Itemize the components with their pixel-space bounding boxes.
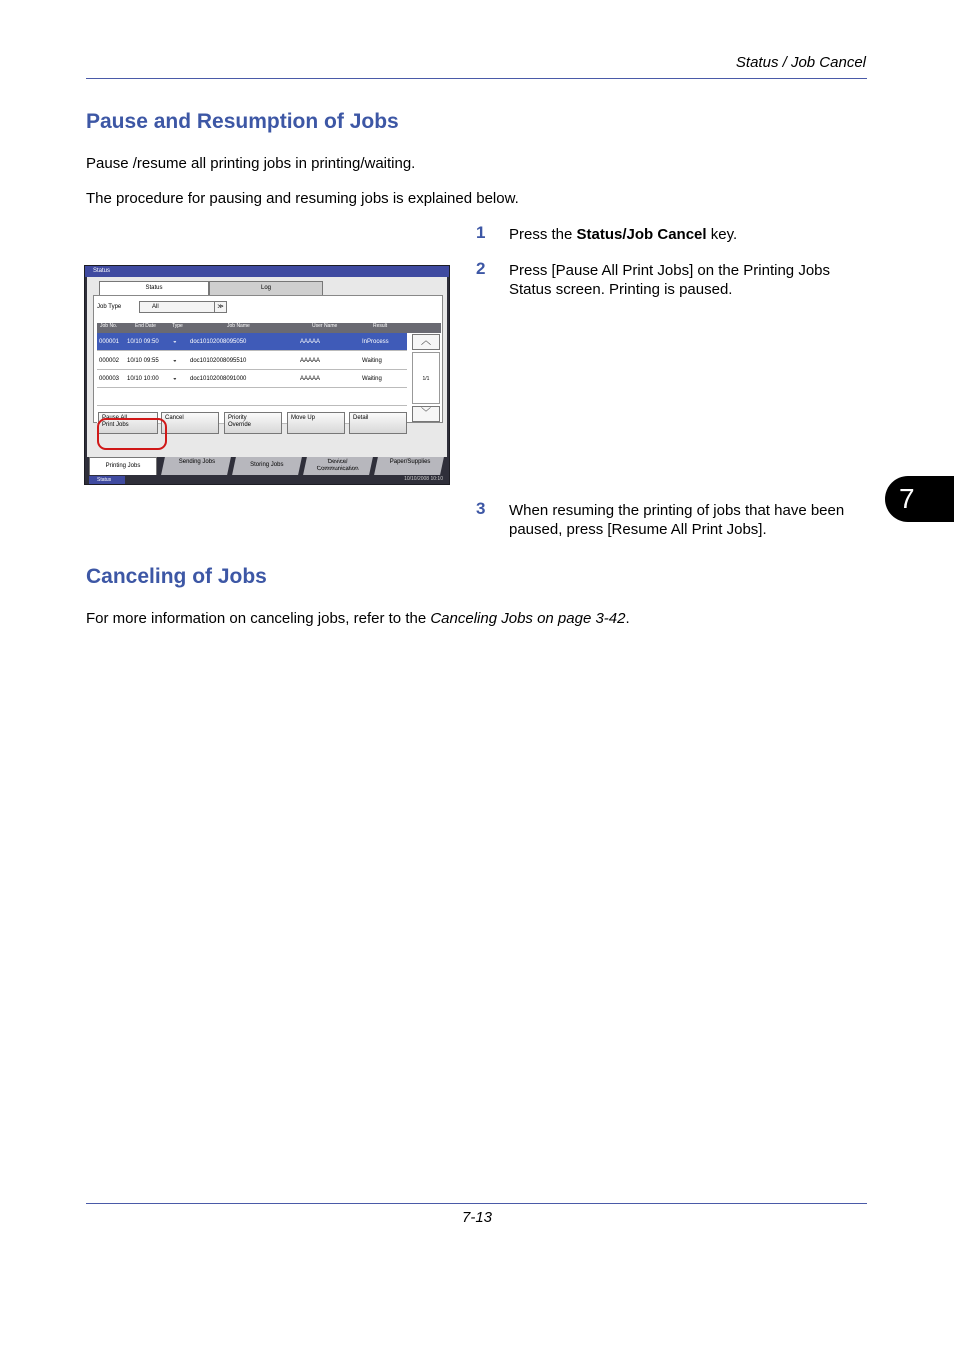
tab-storing-jobs[interactable]: Storing Jobs xyxy=(232,457,302,475)
canceling-text-post: . xyxy=(625,610,630,627)
table-header xyxy=(97,323,441,333)
priority-label-2: Override xyxy=(228,422,252,428)
step-1-number: 1 xyxy=(476,223,486,242)
step-1-text xyxy=(509,225,869,244)
screen-status-bar xyxy=(87,475,447,485)
col-job-no: Job No. xyxy=(100,323,118,329)
step-1-pre: Press the xyxy=(509,226,577,243)
row-end-date: 10/10 09:50 xyxy=(127,339,159,345)
step-2-text: Press [Pause All Print Jobs] on the Printing Jobs Status screen. Printing is paused. xyxy=(509,262,830,298)
row-end-date: 10/10 09:55 xyxy=(127,358,159,364)
scroll-down-button[interactable] xyxy=(412,406,440,422)
cancel-button[interactable]: Cancel xyxy=(161,412,219,434)
highlight-circle xyxy=(97,418,167,450)
chapter-tab: 7 xyxy=(885,476,954,522)
table-row-empty xyxy=(97,388,407,406)
status-chip[interactable]: Status xyxy=(89,476,125,484)
print-job-icon: ◒ xyxy=(173,376,177,382)
job-type-value: All xyxy=(152,304,159,310)
tab-printing-jobs[interactable]: Printing Jobs xyxy=(89,457,157,475)
intro-paragraph-1: Pause /resume all printing jobs in printing/waiting. xyxy=(86,155,416,172)
pause-all-label-2: Print Jobs xyxy=(102,422,129,428)
chevron-down-icon: ≫ xyxy=(214,302,226,312)
tab-paper-supplies[interactable]: Paper/Supplies xyxy=(374,457,444,475)
table-row[interactable] xyxy=(97,333,407,351)
move-up-button[interactable]: Move Up xyxy=(287,412,345,434)
header-rule xyxy=(86,78,867,79)
row-job-no: 000003 xyxy=(99,376,120,382)
table-row[interactable] xyxy=(97,370,407,388)
col-job-name: Job Name xyxy=(227,323,250,329)
canceling-text-pre: For more information on canceling jobs, refer to the xyxy=(86,610,431,627)
col-result: Result xyxy=(373,323,388,329)
intro-paragraph-2: The procedure for pausing and resuming jobs is explained below. xyxy=(86,190,519,207)
screen-datetime: 10/10/2008 10:10 xyxy=(404,476,443,482)
job-list-panel xyxy=(93,295,443,423)
table-row[interactable] xyxy=(97,352,407,370)
step-1-post: key. xyxy=(706,226,738,243)
screen-body xyxy=(87,277,447,457)
row-end-date: 10/10 10:00 xyxy=(127,376,159,382)
col-end-date: End Date xyxy=(135,323,156,329)
status-screen-screenshot xyxy=(84,265,450,485)
chevron-down-icon: ﹀ xyxy=(421,408,431,419)
priority-label-1: Priority xyxy=(228,415,247,421)
canceling-reference-link[interactable]: Canceling Jobs on page 3-42 xyxy=(430,610,626,627)
row-job-name: doc10102008095510 xyxy=(190,358,247,364)
detail-button[interactable]: Detail xyxy=(349,412,407,434)
col-user-name: User Name xyxy=(312,323,338,329)
step-3-text: When resuming the printing of jobs that have been paused, press [Resume All Print Jobs]. xyxy=(509,502,845,538)
row-result: Waiting xyxy=(362,358,382,364)
pause-all-label-1: Pause All xyxy=(102,415,128,421)
page-indicator: 1/1 xyxy=(412,352,440,404)
section-title-pause: Pause and Resumption of Jobs xyxy=(86,110,399,133)
print-job-icon: ◒ xyxy=(173,358,177,364)
row-job-no: 000001 xyxy=(99,339,120,345)
chevron-up-icon: ︿ xyxy=(421,336,431,347)
row-result: Waiting xyxy=(362,376,382,382)
screen-titlebar: Status xyxy=(85,266,449,277)
step-2-number: 2 xyxy=(476,259,486,278)
row-user: AAAAA xyxy=(300,339,321,345)
print-job-icon: ◒ xyxy=(173,339,177,345)
row-job-no: 000002 xyxy=(99,358,120,364)
row-job-name: doc10102008091000 xyxy=(190,376,247,382)
scroll-up-button[interactable] xyxy=(412,334,440,350)
section-title-canceling: Canceling of Jobs xyxy=(86,565,267,588)
row-user: AAAAA xyxy=(300,376,321,382)
footer-rule xyxy=(86,1203,867,1204)
tab-device-communication[interactable]: Device/ Communication xyxy=(303,457,373,475)
priority-override-button[interactable] xyxy=(224,412,282,434)
row-user: AAAAA xyxy=(300,358,321,364)
job-type-select[interactable] xyxy=(139,301,227,313)
tab-log[interactable]: Log xyxy=(209,281,323,296)
canceling-paragraph xyxy=(86,610,630,627)
step-3-number: 3 xyxy=(476,499,486,518)
header-section-title: Status / Job Cancel xyxy=(735,54,866,71)
step-1-key: Status/Job Cancel xyxy=(576,226,707,243)
job-type-label: Job Type xyxy=(97,304,122,310)
row-job-name: doc10102008095050 xyxy=(190,339,247,345)
tab-sending-jobs[interactable]: Sending Jobs xyxy=(161,457,231,475)
col-type: Type xyxy=(172,323,183,329)
tab-status[interactable]: Status xyxy=(99,281,209,296)
row-result: InProcess xyxy=(362,339,389,345)
page-number: 7-13 xyxy=(461,1209,493,1226)
